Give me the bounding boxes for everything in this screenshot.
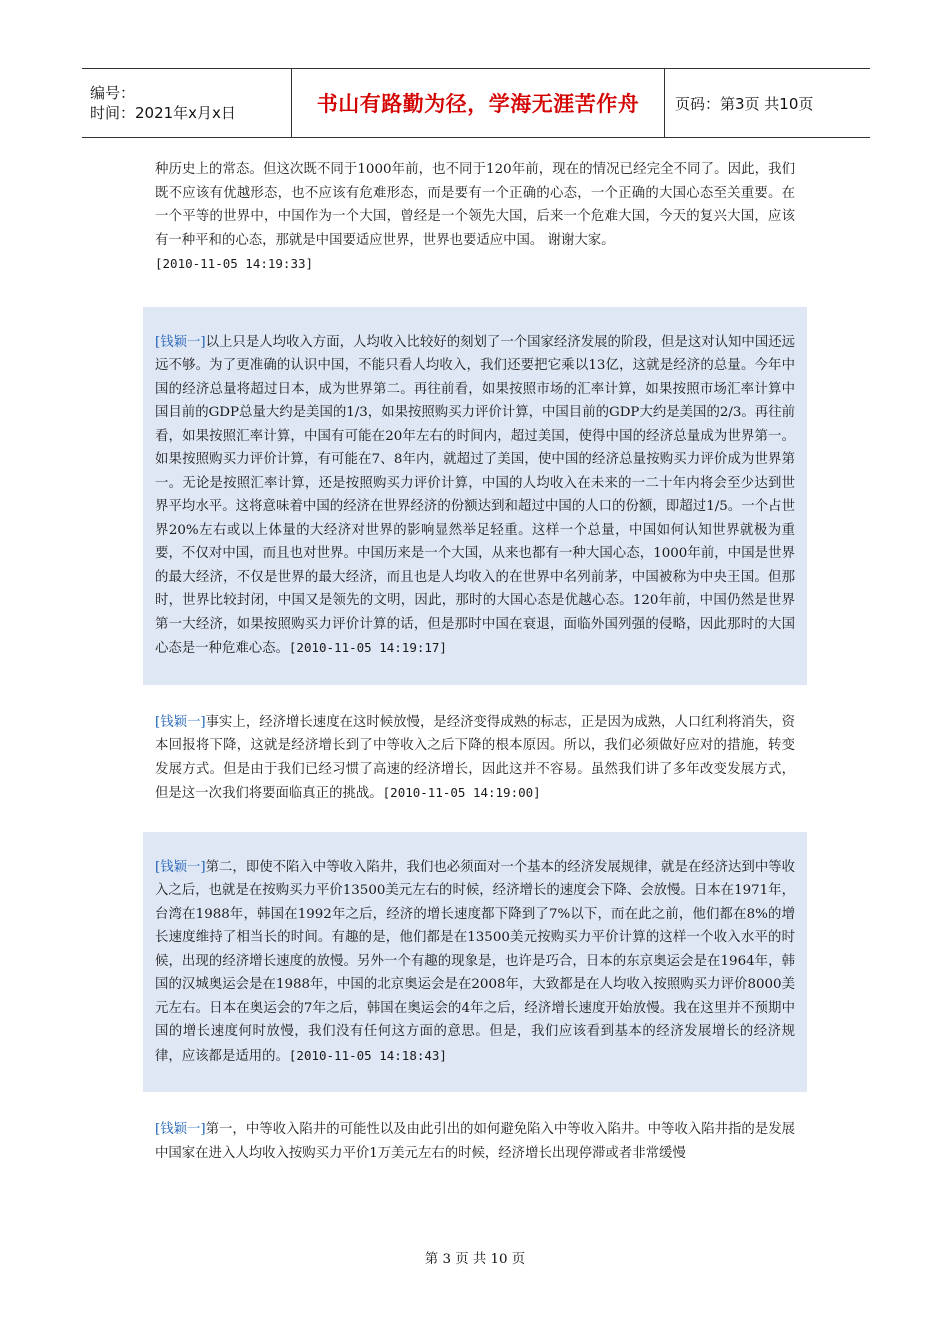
post-text: 第二，即使不陷入中等收入陷井，我们也必须面对一个基本的经济发展规律，就是在经济达到中等收入之后，也就是在按购买力平价13500美元左右的时候，经济增长的速度会下降、会放慢。日本在1971年，台湾在1988年，韩国在1992年之后，经济的增长速度都下降到了7%以下，而在此之前，他们都在8%的增长速度维持了相当长的时间。有趣的是，他们都是在13500美元按购买力平价计算的这样一个收入水平的时候，出现的经济增长速度的放慢。另外一个有趣的现象是，也许是巧合，日本的东京奥运会是在1964年，韩国的汉城奥运会是在1988年，中国的北京奥运会是在2008年，大致都是在人均收入按照购买力评价8000美元左右。日本在奥运会的7年之后，韩国在奥运会的4年之后，经济增长速度开始放慢。我在这里并不预期中国的增长速度何时放慢，我们没有任何这方面的意思。但是，我们应该看到基本的经济发展增长的经济规律，应该都是适用的。 xyxy=(155,859,795,1064)
document-number-label: 编号： xyxy=(90,84,136,102)
intro-text: 种历史上的常态。但这次既不同于1000年前，也不同于120年前，现在的情况已经完全不同了。因此，我们既不应该有优越形态，也不应该有危难形态，而是要有一个正确的心态，一个正确的大国心态至关重要。在一个平等的世界中，中国作为一个大国，曾经是一个领先大国，后来一个危难大国，今天的复兴大国，应该有一种平和的心态，那就是中国要适应世界，世界也要适应中国。 谢谢大家。 xyxy=(155,162,795,248)
header-page-info xyxy=(665,69,870,137)
footer-page-number: 第 3 页 共 10 页 xyxy=(424,1252,526,1267)
post-text: 以上只是人均收入方面，人均收入比较好的刻划了一个国家经济发展的阶段，但是这对认知中国还远远不够。为了更准确的认识中国，不能只看人均收入，我们还要把它乘以13亿，这就是经济的总量。今年中国的经济总量将超过日本，成为世界第二。再往前看，如果按照市场的汇率计算，如果按照市场汇率计算中国目前的GDP总量大约是美国的1/3，如果按照购买力评价计算，中国目前的GDP大约是美国的2/3。再往前看，如果按照汇率计算，中国有可能在20年左右的时间内，超过美国，使得中国的经济总量成为世界第一。如果按照购买力评价计算，有可能在7、8年内，就超过了美国，使中国的经济总量按购买力评价成为世界第一。无论是按照汇率计算，还是按照购买力评价计算，中国的人均收入在未来的一二十年内将会至少达到世界平均水平。这将意味着中国的经济在世界经济的份额达到和超过中国的人口的份额，即超过1/5。一个占世界20%左右或以上体量的大经济对世界的影响显然举足轻重。这样一个总量，中国如何认知世界就极为重要，不仅对中国，而且也对世界。中国历来是一个大国，从来也都有一种大国心态，1000年前，中国是世界的最大经济，不仅是世界的最大经济，而且也是人均收入的在世界中名列前茅，中国被称为中央王国。但那时，世界比较封闭，中国又是领先的文明，因此，那时的大国心态是优越心态。120年前，中国仍然是世界第一大经济，如果按照购买力评价计算的话，但是那时中国在衰退，面临外国列强的侵略，因此那时的大国心态是一种危难心态。 xyxy=(155,334,795,656)
post-timestamp: [2010-11-05 14:18:43] xyxy=(288,1047,447,1063)
document-body xyxy=(143,148,807,1165)
intro-paragraph xyxy=(155,158,795,277)
speaker-label: [钱颖一] xyxy=(155,714,206,730)
speaker-label: [钱颖一] xyxy=(155,1122,206,1137)
post-timestamp: [2010-11-05 14:19:00] xyxy=(382,785,541,800)
page-number-label: 页码：第3页 共10页 xyxy=(675,94,814,113)
post-paragraph xyxy=(155,711,795,806)
post-block xyxy=(143,1092,807,1165)
post-paragraph xyxy=(155,331,795,661)
header-motto xyxy=(292,69,665,137)
post-text: 第一，中等收入陷井的可能性以及由此引出的如何避免陷入中等收入陷井。中等收入陷井指的是发展中国家在进入人均收入按购买力平价1万美元左右的时候，经济增长出现停滞或者非常缓慢 xyxy=(155,1122,795,1161)
motto-text: 书山有路勤为径，学海无涯苦作舟 xyxy=(316,92,640,116)
intro-timestamp: [2010-11-05 14:19:33] xyxy=(155,256,314,271)
post-text: 事实上，经济增长速度在这时候放慢，是经济变得成熟的标志，正是因为成熟，人口红利将消失，资本回报将下降，这就是经济增长到了中等收入之后下降的根本原因。所以，我们必须做好应对的措施，转变发展方式。但是由于我们已经习惯了高速的经济增长，因此这并不容易。虽然我们讲了多年改变发展方式，但是这一次我们将要面临真正的挑战。 xyxy=(155,714,795,801)
page-footer xyxy=(0,1248,950,1267)
post-block xyxy=(143,307,807,685)
speaker-label: [钱颖一] xyxy=(155,334,206,350)
post-paragraph xyxy=(155,856,795,1069)
post-timestamp: [2010-11-05 14:19:17] xyxy=(288,640,447,655)
header-meta xyxy=(82,69,292,137)
document-date-label: 时间：2021年x月x日 xyxy=(90,104,236,122)
page-header xyxy=(82,68,870,138)
post-block xyxy=(143,832,807,1093)
post-paragraph xyxy=(155,1118,795,1165)
speaker-label: [钱颖一] xyxy=(155,859,206,875)
post-block xyxy=(143,685,807,832)
intro-block xyxy=(143,148,807,287)
